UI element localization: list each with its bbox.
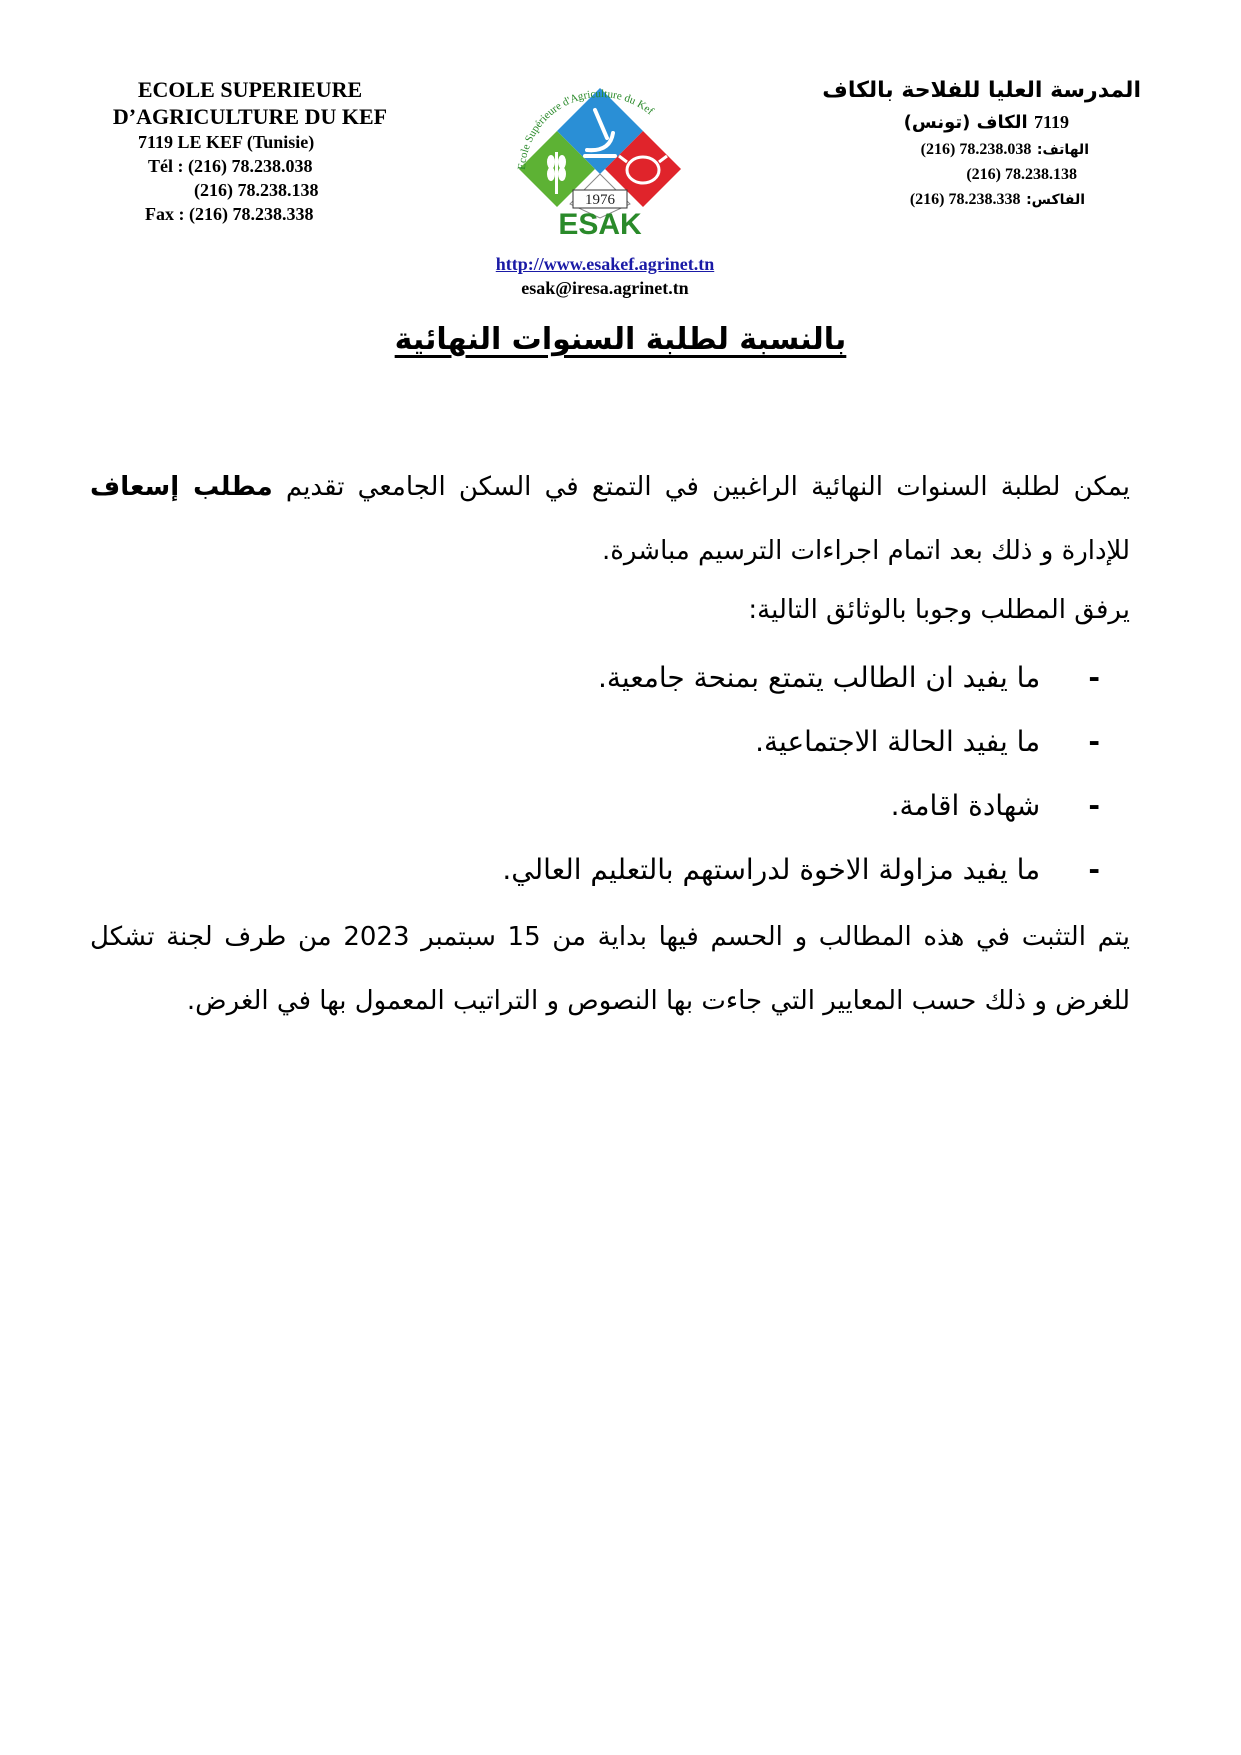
list-item-text: ما يفيد ان الطالب يتمتع بمنحة جامعية.: [597, 661, 1041, 694]
page-title: بالنسبة لطلبة السنوات النهائية: [394, 322, 847, 357]
list-item: [90, 710, 1100, 774]
school-name-ar: المدرسة العليا للفلاحة بالكاف: [822, 78, 1141, 103]
list-item-text: شهادة اقامة.: [890, 789, 1041, 822]
list-item: [90, 646, 1100, 710]
list-bullet: -: [1088, 853, 1100, 886]
postal-code-ar: 7119: [1033, 112, 1069, 132]
list-bullet: -: [1088, 661, 1100, 694]
documents-list: [90, 646, 1100, 902]
logo-year: 1976: [585, 192, 615, 208]
header-arabic: [761, 74, 1141, 212]
phone-fr-1: Tél : (216) 78.238.038: [148, 156, 313, 176]
paragraph-request-text-2: للإدارة و ذلك بعد اتمام اجراءات الترسيم مباشرة.: [602, 536, 1130, 566]
fax-ar: [761, 187, 1085, 212]
school-name-fr-line1: ECOLE SUPERIEURE: [137, 77, 363, 102]
list-item: [90, 838, 1100, 902]
email-address: esak@iresa.agrinet.tn: [521, 278, 689, 298]
phone-fr-2: (216) 78.238.138: [194, 180, 319, 200]
paragraph-committee: يتم التثبت في هذه المطالب و الحسم فيها بداية من 15 سبتمبر 2023 من طرف لجنة تشكل للغرض و ذلك حسب المعايير التي جاءت بها النصوص و التراتيب المعمول بها في الغرض.: [90, 922, 1130, 1016]
phone-ar-1: [761, 137, 1089, 162]
requirements-intro: يرفق المطلب وجوبا بالوثائق التالية:: [748, 595, 1130, 625]
fax-label-ar: الفاكس:: [1026, 192, 1085, 208]
phone-label-ar: الهاتف:: [1036, 142, 1089, 158]
city-ar: الكاف (تونس): [903, 112, 1028, 133]
website-link[interactable]: http://www.esakef.agrinet.tn: [495, 254, 715, 274]
list-item-text: ما يفيد الحالة الاجتماعية.: [755, 725, 1041, 758]
phone-ar-2: [761, 162, 1077, 187]
esak-logo-icon: [515, 78, 685, 238]
fax-ar-value: (216) 78.238.338: [909, 191, 1021, 208]
school-logo: [515, 78, 685, 238]
phone-ar-1-value: (216) 78.238.038: [920, 141, 1032, 158]
list-item: [90, 774, 1100, 838]
paragraph-request-text-1: يمكن لطلبة السنوات النهائية الراغبين في التمتع في السكن الجامعي تقديم: [272, 472, 1131, 502]
address-ar: [761, 108, 1069, 137]
list-bullet: -: [1088, 725, 1100, 758]
school-name-fr-line2: D’AGRICULTURE DU KEF: [112, 104, 388, 129]
fax-fr: Fax : (216) 78.238.338: [145, 204, 314, 224]
paragraph-request: [90, 455, 1130, 583]
paragraph-request-bold: مطلب إسعاف: [90, 472, 273, 502]
logo-name: ESAK: [558, 208, 642, 238]
phone-ar-2-value: (216) 78.238.138: [966, 166, 1077, 183]
address-fr: 7119 LE KEF (Tunisie): [138, 132, 315, 152]
list-item-text: ما يفيد مزاولة الاخوة لدراستهم بالتعليم العالي.: [502, 853, 1041, 886]
logo-ring-text: Ecole Supérieure d'Agriculture du Kef: [515, 88, 656, 171]
header-french: [60, 76, 440, 226]
list-bullet: -: [1088, 789, 1100, 822]
